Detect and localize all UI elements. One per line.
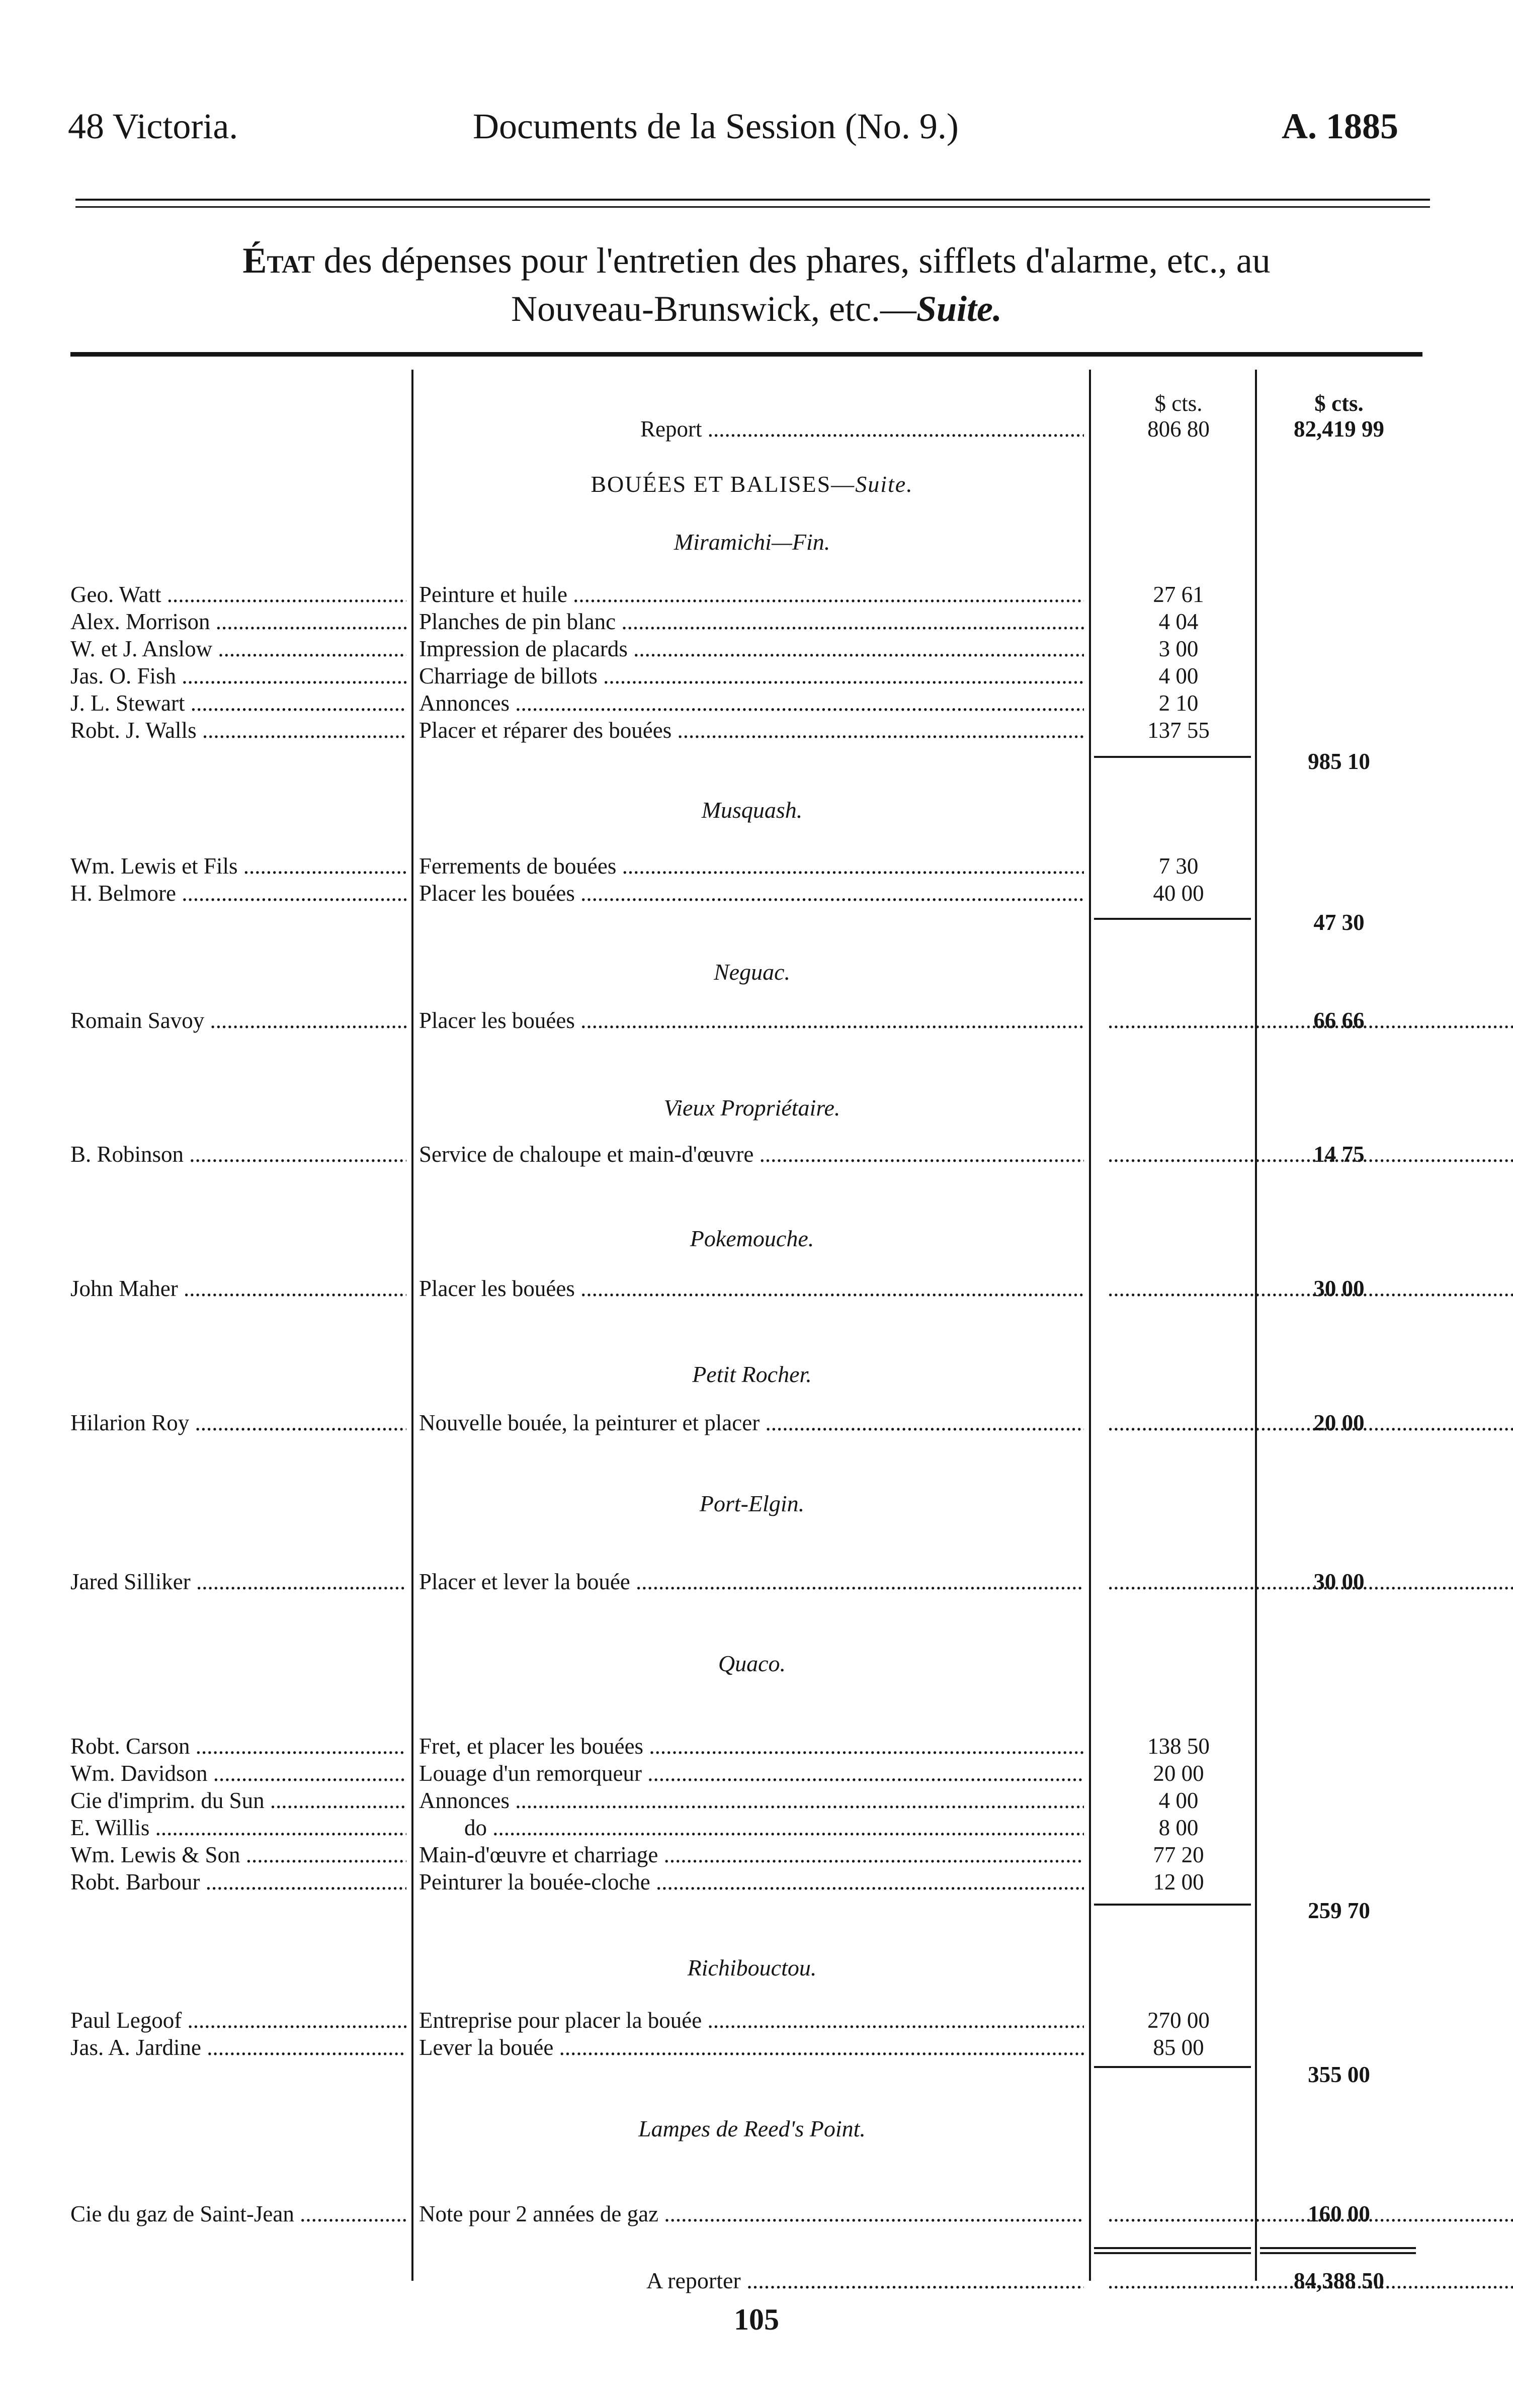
section-total: 355 00 [1308,2062,1370,2087]
payee-name: Alex. Morrison ..... [70,608,406,635]
expense-amount [1108,1141,1249,1168]
category-heading: BOUÉES ET BALISES—Suite. [591,471,913,497]
payee-name: W. et J. Anslow ..... [70,635,406,662]
expense-amount [1108,1007,1249,1034]
carry-rule-amount-bottom [1094,2252,1251,2254]
expense-description: Note pour 2 années de gaz ..... [419,2200,1084,2227]
column-divider-payee [411,370,413,2281]
header-document-title: Documents de la Session (No. 9.) [473,106,959,146]
expense-description: Charriage de billots ..... [419,662,1084,690]
payee-name: Romain Savoy ..... [70,1007,406,1034]
expense-description: Placer les bouées ..... [419,880,1084,907]
section-heading: Quaco. [718,1651,786,1676]
expense-amount: 4 00 [1158,1788,1199,1813]
amount-unit-label: $ cts. [1154,391,1203,416]
expense-description: Lever la bouée ..... [419,2034,1084,2061]
expense-description: Nouvelle bouée, la peinturer et placer ..... [419,1409,1084,1436]
carry-rule-total-top [1260,2247,1416,2249]
expense-amount: 40 00 [1153,881,1204,906]
section-total: 30 00 [1313,1569,1365,1594]
payee-name: B. Robinson ..... [70,1141,406,1168]
column-divider-amount [1255,370,1257,2281]
expense-description: do ..... [419,1814,1084,1841]
expense-description: Annonces ..... [419,690,1084,717]
expense-amount: 12 00 [1153,1869,1204,1895]
payee-name: Cie du gaz de Saint-Jean ..... [70,2200,406,2227]
payee-name: Wm. Lewis et Fils ..... [70,852,406,880]
expense-amount: 8 00 [1158,1815,1199,1840]
report-label: Report [640,416,702,442]
expense-amount: 137 55 [1147,718,1210,743]
expense-description: Annonces ..... [419,1787,1084,1814]
total-unit-label: $ cts. [1314,391,1364,416]
expense-description: Placer et réparer des bouées ..... [419,717,1084,744]
expense-description: Peinture et huile ..... [419,581,1084,608]
carry-forward-label: A reporter ..... [646,2267,1084,2294]
section-total: 160 00 [1308,2201,1370,2226]
carry-rule-amount-top [1094,2247,1251,2249]
expense-description: Service de chaloupe et main-d'œuvre ..... [419,1141,1084,1168]
expense-amount: 270 00 [1147,2008,1210,2033]
expense-description: Fret, et placer les bouées ..... [419,1733,1084,1760]
section-total: 30 00 [1313,1276,1365,1301]
title-line2: Nouveau-Brunswick, etc.— [511,289,916,329]
section-total: 20 00 [1313,1410,1365,1435]
section-total: 66 66 [1313,1008,1365,1033]
section-heading: Richibouctou. [687,1955,817,1981]
section-total: 259 70 [1308,1898,1370,1923]
header-session: 48 Victoria. [68,106,238,146]
report-amount: 806 80 [1147,416,1210,442]
expense-description: Placer les bouées ..... [419,1007,1084,1034]
expense-amount [1108,2200,1249,2227]
expense-amount: 4 04 [1158,609,1199,634]
expense-amount: 27 61 [1153,582,1204,607]
payee-name: J. L. Stewart ..... [70,690,406,717]
payee-name: H. Belmore ..... [70,880,406,907]
payee-name: Geo. Watt ..... [70,581,406,608]
report-row [419,415,1084,443]
title-rule [70,352,1422,357]
expense-description: Peinturer la bouée-cloche ..... [419,1868,1084,1896]
expense-amount: 138 50 [1147,1734,1210,1759]
expense-amount: 77 20 [1153,1842,1204,1867]
header-rule-bottom [75,206,1430,208]
expense-description: Impression de placards ..... [419,635,1084,662]
title-line1: des dépenses pour l'entretien des phares, sifflets d'alarme, etc., au [323,240,1271,281]
payee-name: Robt. Barbour ..... [70,1868,406,1896]
expense-description: Ferrements de bouées ..... [419,852,1084,880]
payee-name: Robt. Carson ..... [70,1733,406,1760]
page-number: 105 [734,2303,779,2336]
payee-name: Jas. A. Jardine ..... [70,2034,406,2061]
section-heading: Petit Rocher. [692,1361,812,1387]
expense-amount [1108,1275,1249,1302]
section-heading: Miramichi—Fin. [674,529,830,555]
expense-description: Louage d'un remorqueur ..... [419,1760,1084,1787]
subtotal-rule [1094,918,1251,920]
payee-name: Wm. Davidson ..... [70,1760,406,1787]
subtotal-rule [1094,2066,1251,2068]
header-year: A. 1885 [1282,106,1398,146]
payee-name: Robt. J. Walls ..... [70,717,406,744]
payee-name: Jared Silliker ..... [70,1568,406,1595]
page-title [0,236,1513,333]
section-heading: Neguac. [713,959,790,985]
expense-amount: 85 00 [1153,2035,1204,2060]
payee-name: Cie d'imprim. du Sun ..... [70,1787,406,1814]
report-total: 82,419 99 [1294,416,1384,442]
expense-amount [1108,1409,1249,1436]
expense-description: Planches de pin blanc ..... [419,608,1084,635]
expense-amount: 20 00 [1153,1761,1204,1786]
payee-name: Wm. Lewis & Son ..... [70,1841,406,1868]
title-lead: État [242,240,315,281]
section-heading: Pokemouche. [690,1226,814,1251]
header-rule-top [75,199,1430,201]
title-suite: Suite. [916,289,1002,329]
carry-rule-total-bottom [1260,2252,1416,2254]
payee-name: John Maher ..... [70,1275,406,1302]
section-total: 985 10 [1308,749,1370,774]
expense-amount: 3 00 [1158,636,1199,661]
expense-description: Entreprise pour placer la bouée ..... [419,2007,1084,2034]
expense-amount: 4 00 [1158,663,1199,689]
expense-description: Placer et lever la bouée ..... [419,1568,1084,1595]
carry-forward-total: 84,388 50 [1294,2268,1384,2293]
expense-amount [1108,1568,1249,1595]
section-total: 47 30 [1313,910,1365,935]
section-heading: Musquash. [701,797,803,823]
payee-name: Jas. O. Fish ..... [70,662,406,690]
section-heading: Lampes de Reed's Point. [638,2116,866,2141]
payee-name: E. Willis ..... [70,1814,406,1841]
expense-amount: 7 30 [1158,853,1199,879]
expense-description: Main-d'œuvre et charriage ..... [419,1841,1084,1868]
subtotal-rule [1094,756,1251,758]
section-heading: Port-Elgin. [699,1491,805,1516]
section-heading: Vieux Propriétaire. [663,1095,840,1121]
subtotal-rule [1094,1904,1251,1906]
expense-amount: 2 10 [1158,691,1199,716]
payee-name: Paul Legoof ..... [70,2007,406,2034]
carry-forward-amount-leader [1108,2267,1249,2294]
payee-name: Hilarion Roy ..... [70,1409,406,1436]
section-total: 14 75 [1313,1142,1365,1167]
column-divider-description [1089,370,1091,2281]
expense-description: Placer les bouées ..... [419,1275,1084,1302]
